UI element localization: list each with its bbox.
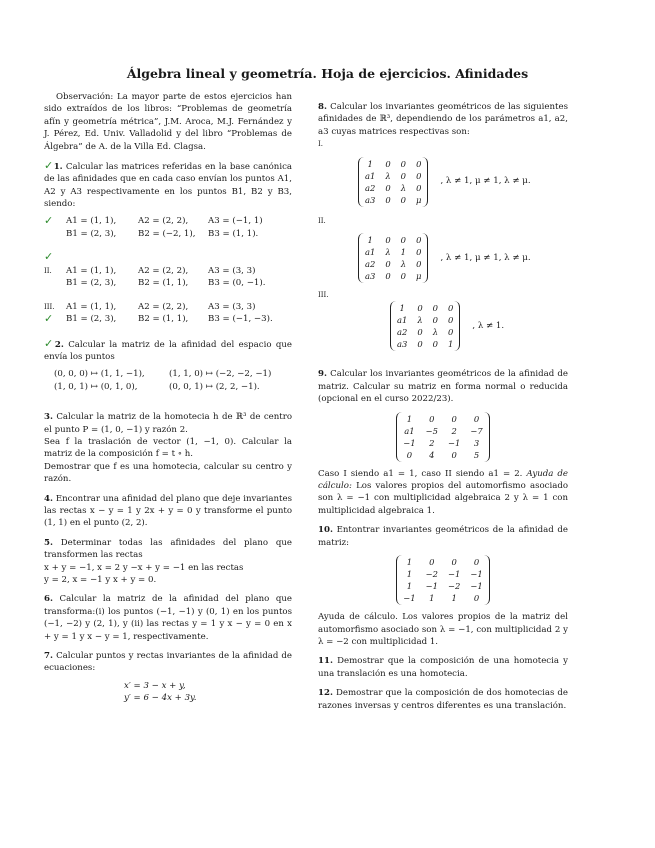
exercise-5: 5. Determinar todas las afinidades del plano que transformen las rectas xyxy=(44,537,293,561)
matrix-cell: 0 xyxy=(473,557,480,568)
left-column: Observación: La mayor parte de estos ejercicios han sido extraídos de los libros: “Problemas de geometría afín y geometría métrica”, J.M. Aroca, M.J. Fernández y J. Pérez, Ed. Univ. Valladolid y del libro “Problemas de Álgebra” de A. de la Villa Ed. Clagsa. ✓1. Calcular las matrices referidas en la base canónica de las afinidades que en cada caso envían los puntos A1, A2 y A3 respectivamente en los puntos B1, B2 y B3, siendo: ✓ A1 = (1, 1), A2 = (2, 2), A3 = (−1, 1) B1 = (2, 3), B2 = (−2, 1), B3 = (1, 1). ✓ II. A1 = (1, 1), A2 = (2, 2), A3 = (3, 3) B1 = (2, 3), B2 = (1, 1), B3 = (0, −1). III. A1 = (1, 1), A2 = (2, 2), A3 = (3, 3) ✓ B1 = (2, 3), B2 = (1, 1), B3 = (−1, −3). ✓2. Calcular la matriz de la afinidad del espacio que envía los puntos (0, 0, 0) ↦ (1, 1, −1), (1, 1, 0) ↦ (−2, −2, −1) (1, 0, 1) ↦ (0, 1, 0), (0, 0, 1) ↦ (2, 2, −1). 3. Calcular la matriz de la homotecia h de ℝ³ de centro el punto P = (1, 0, −1) y razón 2. Sea f la traslación de vector (1, −1, 0). Calcular la matriz de la composición f = t ∘ h. Demostrar que f es una homotecia, calcular su centro y razón. 4. Encontrar una afinidad del plano que deje invariantes las rectas x − y = 1 y 2x + y = 0 y transforme el punto (1, 1) en el punto (2, 2). 5. Determinar todas las afinidades del plano que transformen las rectas x + y = −1, x = 2 y −x + y = −1 en las rectas y = 2, x = −1 y x + y = 0. 6. Calcular la matriz de la afinidad del plano que transforma:(i) los puntos (−1, −1) y (0, 1) en los puntos (−1, −2) y (2, 1), y (ii) las rectas y = 1 y x − y = 0 en x + y = 1 y x − y = 1, respectivamente. 7. Calcular puntos y rectas invariantes de la afinidad de ecuaciones: x′ = 3 − x + y, y′ = 6 − 4x + 3y. xyxy=(44,92,293,704)
exercise-6: 6. Calcular la matriz de la afinidad del plano que transforma:(i) los puntos (−1, −1) y (0, 1) en los puntos (−1, −2) y (2, 1), y (ii) las rectas y = 1 y x − y = 0 en x + y = 1 y x − y = 1, respectivamente. xyxy=(44,594,293,642)
matrix-cell: 0 xyxy=(385,271,391,282)
matrix-cell: 1 xyxy=(367,158,373,169)
matrix-cell: 4 xyxy=(429,449,435,460)
matrix-cell: 0 xyxy=(417,327,423,338)
matrix-cell: 0 xyxy=(451,413,457,424)
matrix-cell: 1 xyxy=(451,593,457,604)
exercise-7: 7. Calcular puntos y rectas invariantes de la afinidad de ecuaciones: xyxy=(44,651,293,674)
matrix-cell: 1 xyxy=(406,413,413,424)
matrix-cell: λ xyxy=(417,315,423,326)
matrix-cell: 0 xyxy=(416,235,422,246)
exercise-8: 8. Calcular los invariantes geométricos de las siguientes afinidades de ℝ³, dependiendo de los parámetros a1, a2, a3 cuyas matrices respectivas son: xyxy=(318,102,568,137)
matrix-cell: 0 xyxy=(429,557,435,568)
matrix-cell: −1 xyxy=(470,581,483,592)
matrix-cell: 0 xyxy=(416,170,422,181)
matrix-cell: 0 xyxy=(385,235,391,246)
matrix-cell: 1 xyxy=(448,339,454,350)
check-mark-icon: ✓ xyxy=(44,250,54,264)
matrix-cell: a1 xyxy=(397,315,408,326)
matrix-cell: 0 xyxy=(451,449,457,460)
check-mark-icon: ✓ xyxy=(44,312,54,326)
matrix-cell: −1 xyxy=(425,581,438,592)
exercise-11: 11. Demostrar que la composición de una homotecia y una translación es una homotecia. xyxy=(318,656,569,679)
matrix-cell: a1 xyxy=(365,170,376,181)
exercise-8-matrix-3: 1 0 0 0 a1 λ 0 0 a2 0 λ 0 a3 0 0 1 , λ ≠ 1. xyxy=(390,301,568,351)
exercise-9: 9. Calcular los invariantes geométricos de la afinidad de matriz. Calcular su matriz en forma normal o reducida (opcional en el curso 2022/23). xyxy=(318,369,569,405)
exercise-7-equations: x′ = 3 − x + y, y′ = 6 − 4x + 3y. xyxy=(124,680,197,704)
matrix-cell: λ xyxy=(385,170,391,181)
matrix-cell: 2 xyxy=(451,425,457,436)
matrix-cell: 0 xyxy=(416,259,422,270)
matrix-cell: a3 xyxy=(365,194,376,205)
matrix-cell: 1 xyxy=(367,235,373,246)
right-column: 8. Calcular los invariantes geométricos de las siguientes afinidades de ℝ³, dependiendo de los parámetros a1, a2, a3 cuyas matrices respectivas son: I. 1 0 0 0 a1 λ 0 0 a2 0 λ 0 a3 0 0 μ , λ ≠ 1, μ ≠ 1, λ ≠ μ. II. 1 0 0 0 a1 λ 1 0 a2 0 λ 0 a3 0 0 μ , λ ≠ 1, μ ≠ 1, λ ≠ μ. III. 1 0 0 0 a1 λ 0 0 a2 0 λ 0 a3 0 0 1 , λ ≠ 1. 9. Calcular los invariantes geométricos de la afinidad de matriz. Calcular su matriz en forma normal o reducida (opcional en el curso 2022/23). 1 0 0 0 a1 −5 2 −7 −1 2 −1 3 0 4 0 5 Caso I siendo a1 = 1, caso II siendo a1 = 2. Ayuda de cálculo: Los valores propios del automorfismo asociado son λ = −1 con multiplicidad algebraica 2 y λ = 1 con multiplicidad algebraica 1. 10. Entontrar invariantes geométricos de la afinidad de matriz: 1 0 0 0 1 −2 −1 −1 1 −1 −2 −1 −1 1 1 0 Ayuda de cálculo. Los valores propios de la matriz del automorfismo asociado son λ = −1, con multiplicidad 2 y λ = −2 con multiplicidad 1. 11. Demostrar que la composición de una homotecia y una translación es una homotecia. 12. Demostrar que la composición de dos homotecias de razones inversas y centros diferentes es una translación. xyxy=(318,102,569,711)
matrix-cell: 0 xyxy=(451,557,457,568)
matrix-cell: 1 xyxy=(406,581,413,592)
matrix-cell: 0 xyxy=(432,303,439,314)
matrix-cell: −1 xyxy=(403,593,416,604)
matrix-cell: λ xyxy=(400,259,406,270)
exercise-1-item-3: III. A1 = (1, 1), A2 = (2, 2), A3 = (3, 3) ✓ B1 = (2, 3), B2 = (1, 1), B3 = (−1, −3). xyxy=(44,301,273,326)
matrix-cell: −1 xyxy=(448,437,461,448)
check-mark-icon: ✓ xyxy=(44,213,54,227)
matrix-cell: 0 xyxy=(400,170,407,181)
matrix-cell: λ xyxy=(432,327,438,338)
matrix-cell: a2 xyxy=(365,182,376,193)
matrix-cell: μ xyxy=(416,271,422,282)
exercise-1: ✓1. Calcular las matrices referidas en la base canónica de las afinidades que en cada caso envían los puntos A1, A2 y A3 respectivamente en los puntos B1, B2 y B3, siendo: xyxy=(44,159,293,210)
exercise-8-matrix-2: 1 0 0 0 a1 λ 1 0 a2 0 λ 0 a3 0 0 μ , λ ≠ 1, μ ≠ 1, λ ≠ μ. xyxy=(358,233,568,283)
matrix-cell: 0 xyxy=(400,271,407,282)
matrix-cell: 3 xyxy=(473,437,480,448)
check-mark-icon: ✓ xyxy=(44,336,55,350)
matrix-cell: −7 xyxy=(470,425,483,436)
matrix-cell: −1 xyxy=(403,437,416,448)
matrix-cell: 0 xyxy=(432,339,439,350)
check-mark-icon: ✓ xyxy=(44,159,54,173)
matrix-cell: 0 xyxy=(416,182,422,193)
matrix-cell: 0 xyxy=(416,247,422,258)
matrix-cell: 0 xyxy=(417,303,423,314)
matrix-cell: −1 xyxy=(448,569,461,580)
matrix-cell: a1 xyxy=(404,425,415,436)
matrix-cell: 0 xyxy=(385,194,391,205)
matrix-cell: a3 xyxy=(365,271,376,282)
exercise-9-matrix xyxy=(318,412,568,462)
matrix-cell: μ xyxy=(416,194,422,205)
matrix-cell: a1 xyxy=(365,247,376,258)
matrix-cell: 0 xyxy=(473,413,480,424)
matrix-cell: 0 xyxy=(416,158,422,169)
exercise-8-matrix-1: 1 0 0 0 a1 λ 0 0 a2 0 λ 0 a3 0 0 μ , λ ≠ 1, μ ≠ 1, λ ≠ μ. xyxy=(358,157,568,207)
matrix-cell: a2 xyxy=(365,259,376,270)
matrix-cell: 0 xyxy=(448,327,454,338)
page-title: Álgebra lineal y geometría. Hoja de ejercicios. Afinidades xyxy=(126,66,529,81)
exercise-10: 10. Entontrar invariantes geométricos de la afinidad de matriz: xyxy=(318,525,568,548)
matrix-cell: 0 xyxy=(400,235,407,246)
matrix-cell: 1 xyxy=(429,593,435,604)
matrix-cell: 1 xyxy=(406,557,413,568)
matrix-cell: 0 xyxy=(385,182,391,193)
matrix-cell: 0 xyxy=(385,259,391,270)
matrix-cell: 2 xyxy=(429,437,435,448)
exercise-4: 4. Encontrar una afinidad del plano que deje invariantes las rectas x − y = 1 y 2x + y = 0 y transforme el punto (1, 1) en el punto (2, 2). xyxy=(44,493,292,529)
matrix-cell: a3 xyxy=(397,339,408,350)
matrix-cell: 0 xyxy=(448,315,454,326)
exercise-10-matrix xyxy=(318,555,568,605)
matrix-cell: λ xyxy=(400,182,406,193)
exercise-2-maps: (0, 0, 0) ↦ (1, 1, −1), (1, 1, 0) ↦ (−2, −2, −1) (1, 0, 1) ↦ (0, 1, 0), (0, 0, 1) ↦ (2, 2, −1). xyxy=(54,369,272,392)
matrix-cell: 0 xyxy=(473,593,480,604)
matrix-cell: 0 xyxy=(429,413,435,424)
matrix-cell: −2 xyxy=(425,569,438,580)
exercise-1-item-1: ✓ A1 = (1, 1), A2 = (2, 2), A3 = (−1, 1) B1 = (2, 3), B2 = (−2, 1), B3 = (1, 1). xyxy=(44,213,263,240)
matrix-cell: 1 xyxy=(399,303,405,314)
matrix-cell: −5 xyxy=(425,425,438,436)
matrix-cell: 0 xyxy=(406,449,413,460)
matrix-cell: 0 xyxy=(432,315,439,326)
matrix-cell: 1 xyxy=(400,247,407,258)
matrix-cell: −2 xyxy=(448,581,461,592)
matrix-cell: 0 xyxy=(385,158,391,169)
exercise-3: 3. Calcular la matriz de la homotecia h de ℝ³ de centro el punto P = (1, 0, −1) y razón 2. xyxy=(44,412,292,435)
observation-note: Observación: La mayor parte de estos ejercicios han sido extraídos de los libros: “Problemas de geometría afín y geometría métrica”, J.M. Aroca, M.J. Fernández y J. Pérez, Ed. Univ. Valladolid y del libro “Problemas de Álgebra” de A. de la Villa Ed. Clagsa. xyxy=(44,92,292,152)
exercise-2: ✓2. Calcular la matriz de la afinidad del espacio que envía los puntos xyxy=(44,336,292,362)
matrix-cell: 5 xyxy=(473,449,480,460)
matrix-cell: 1 xyxy=(406,569,413,580)
exercise-12: 12. Demostrar que la composición de dos homotecias de razones inversas y centros diferentes es una translación. xyxy=(318,688,568,711)
matrix-cell: 0 xyxy=(448,303,454,314)
exercise-1-item-2: ✓ II. A1 = (1, 1), A2 = (2, 2), A3 = (3, 3) B1 = (2, 3), B2 = (1, 1), B3 = (0, −1). xyxy=(44,250,266,289)
matrix-cell: λ xyxy=(385,247,391,258)
matrix-cell: a2 xyxy=(397,327,408,338)
matrix-cell: −1 xyxy=(470,569,483,580)
matrix-cell: 0 xyxy=(400,158,407,169)
matrix-cell: 0 xyxy=(400,194,407,205)
matrix-cell: 0 xyxy=(417,339,423,350)
